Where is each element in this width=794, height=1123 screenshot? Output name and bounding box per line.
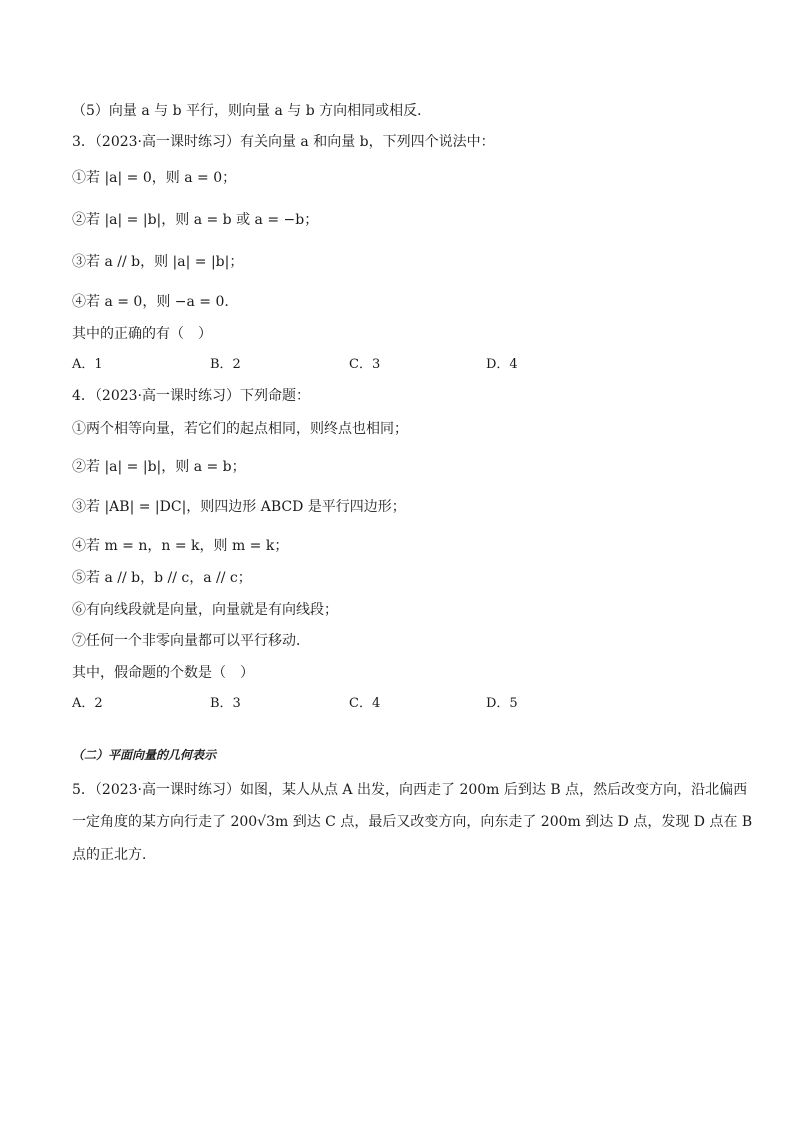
q3-option-d: D．4 — [486, 357, 518, 372]
q3-option-c: C．3 — [349, 357, 381, 372]
q3-item-3: ③若 a // b，则 |a| = |b|； — [72, 254, 244, 270]
q3-option-b: B．2 — [210, 357, 241, 372]
q3-question: 其中的正确的有（ ） — [72, 326, 212, 342]
q4-item-4: ④若 m = n，n = k，则 m = k； — [72, 538, 289, 554]
q4-item-3: ③若 |AB| = |DC|，则四边形 ABCD 是平行四边形； — [72, 499, 406, 515]
q4-option-c: C．4 — [349, 696, 381, 711]
q4-item-7: ⑦任何一个非零向量都可以平行移动． — [72, 633, 310, 649]
q5-line-2: 一定角度的某方向行走了 200√3m 到达 C 点，最后又改变方向，向东走了 200m 到达 D 点，发现 D 点在 B — [72, 814, 753, 830]
q5-line-3: 点的正北方． — [72, 847, 156, 863]
q3-item-1: ①若 |a| = 0，则 a = 0； — [72, 170, 237, 186]
q4-option-a: A．2 — [72, 696, 103, 711]
q4-option-b: B．3 — [210, 696, 241, 711]
section-title: （二）平面向量的几何表示 — [72, 748, 217, 762]
q4-item-5: ⑤若 a // b，b // c，a // c； — [72, 570, 252, 586]
q4-option-d: D．5 — [486, 696, 518, 711]
q3-item-2: ②若 |a| = |b|，则 a = b 或 a = −b； — [72, 212, 319, 228]
q4-item-1: ①两个相等向量，若它们的起点相同，则终点也相同； — [72, 421, 408, 437]
q4-item-2: ②若 |a| = |b|，则 a = b； — [72, 459, 246, 475]
q3-option-a: A．1 — [72, 357, 103, 372]
q4-question: 其中，假命题的个数是（ ） — [72, 665, 254, 681]
q4-stem: 4．（2023·高一课时练习）下列命题： — [72, 388, 310, 404]
q5-line-1: 5．（2023·高一课时练习）如图，某人从点 A 出发，向西走了 200m 后到达 B 点，然后改变方向，沿北偏西 — [72, 782, 748, 798]
q3-item-4: ④若 a = 0，则 −a = 0. — [72, 294, 229, 310]
q3-stem: 3．（2023·高一课时练习）有关向量 a 和向量 b，下列四个说法中： — [72, 134, 495, 150]
q4-item-6: ⑥有向线段就是向量，向量就是有向线段； — [72, 602, 338, 618]
q2-item-5: （5）向量 a 与 b 平行，则向量 a 与 b 方向相同或相反． — [72, 103, 432, 119]
